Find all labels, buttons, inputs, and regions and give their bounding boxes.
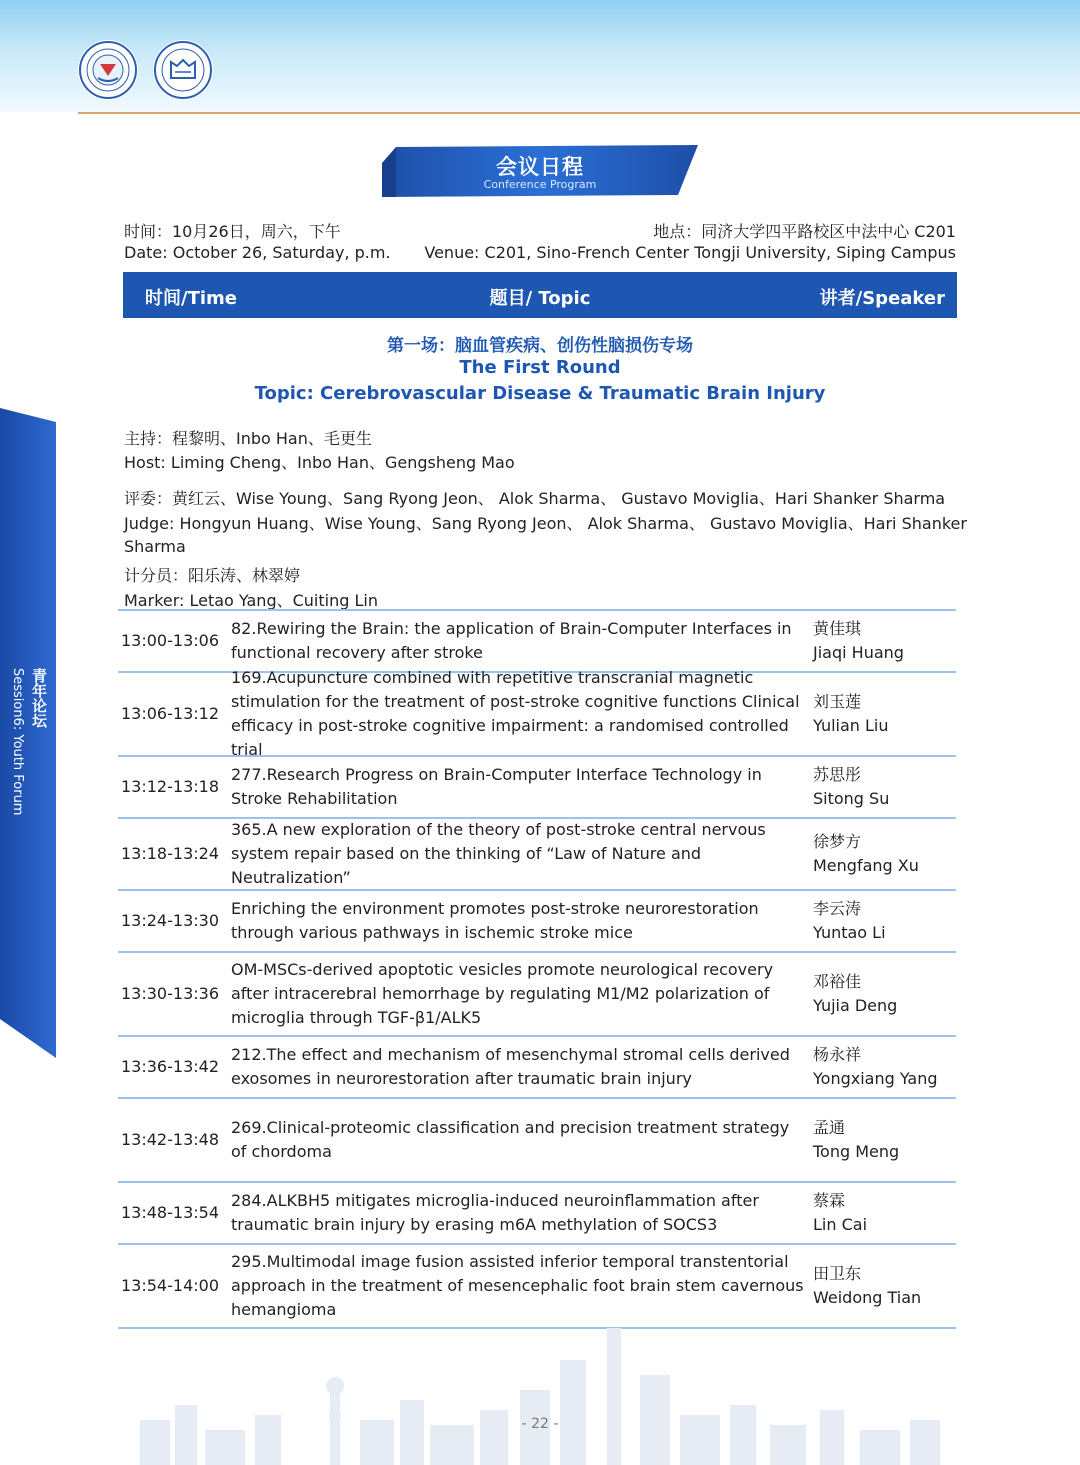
session-topic: 169.Acupuncture combined with repetitive transcranial magnetic stimulation for the treatment of post-stroke cognitive functions Clinical efficacy in post-stroke cognitive impairment: a randomised controlled trial (231, 668, 800, 759)
marker-zh: 计分员：阳乐涛、林翠婷 (124, 566, 301, 585)
conference-program-banner (382, 145, 698, 197)
table-row (118, 1243, 956, 1329)
host-en: Host: Liming Cheng、Inbo Han、Gengsheng Mao (124, 453, 515, 472)
session-speaker (813, 819, 953, 889)
session-time: 13:54-14:00 (121, 1276, 219, 1295)
judge-en-continued: Sharma (124, 537, 186, 556)
speaker-name-en: Sitong Su (813, 789, 890, 808)
speaker-name-zh: 孟通 (813, 1118, 846, 1137)
speaker-name-en: Weidong Tian (813, 1288, 922, 1307)
session-speaker (813, 953, 953, 1035)
session-speaker (813, 1037, 953, 1097)
table-row (118, 1097, 956, 1181)
table-row (118, 817, 956, 889)
meeting-venue-en: Venue: C201, Sino-French Center Tongji University, Siping Campus (424, 243, 956, 262)
session-topic: 295.Multimodal image fusion assisted inferior temporal transtentorial approach in the treatment of mesencephalic foot brain stem cavernous hemangioma (231, 1252, 804, 1319)
program-title-en: Conference Program (483, 178, 597, 191)
speaker-name-zh: 杨永祥 (813, 1045, 862, 1064)
table-row (118, 609, 956, 671)
speaker-name-zh: 李云涛 (813, 899, 862, 918)
session-topic: 284.ALKBH5 mitigates microglia-induced neuroinflammation after traumatic brain injury by erasing m6A methylation of SOCS3 (231, 1191, 759, 1234)
session-time: 13:12-13:18 (121, 777, 219, 796)
session-time: 13:30-13:36 (121, 984, 219, 1003)
table-row (118, 889, 956, 951)
session-topic: 212.The effect and mechanism of mesenchymal stromal cells derived exosomes in neurorestoration after traumatic brain injury (231, 1045, 790, 1088)
table-row (118, 755, 956, 817)
schedule-table-header (123, 272, 957, 318)
page-number: - 22 - (521, 1416, 559, 1432)
session-topic: 365.A new exploration of the theory of post-stroke central nervous system repair based on the thinking of “Law of Nature and Neutralization” (231, 820, 766, 887)
schedule-table (118, 609, 956, 1329)
speaker-name-en: Yujia Deng (813, 996, 898, 1015)
speaker-name-en: Yuntao Li (813, 923, 886, 942)
meeting-time-zh: 时间：10月26日，周六，下午 (124, 222, 341, 241)
session-topic: OM-MSCs-derived apoptotic vesicles promote neurological recovery after intracerebral hemorrhage by regulating M1/M2 polarization of microglia through TGF-β1/ALK5 (231, 960, 774, 1027)
speaker-name-zh: 徐梦方 (813, 832, 862, 851)
round-title-zh: 第一场：脑血管疾病、创伤性脑损伤专场 (387, 336, 693, 356)
session-topic: 277.Research Progress on Brain-Computer Interface Technology in Stroke Rehabilitation (231, 765, 762, 808)
table-row (118, 1035, 956, 1097)
round-title-en: The First Round (459, 357, 621, 378)
session-speaker (813, 611, 953, 671)
session-speaker (813, 1245, 953, 1327)
speaker-name-zh: 邓裕佳 (813, 972, 862, 991)
speaker-name-en: Mengfang Xu (813, 856, 919, 875)
speaker-name-en: Yongxiang Yang (813, 1069, 938, 1088)
table-row (118, 1181, 956, 1243)
society-logo-icon (78, 40, 138, 100)
session-topic: 82.Rewiring the Brain: the application of Brain-Computer Interfaces in functional recovery after stroke (231, 619, 792, 662)
program-title-zh: 会议日程 (496, 155, 584, 179)
meeting-time-en: Date: October 26, Saturday, p.m. (124, 243, 391, 262)
session-time: 13:18-13:24 (121, 844, 219, 863)
side-tab-en: Session6: Youth Forum (10, 668, 25, 816)
round-topic: Topic: Cerebrovascular Disease & Traumatic Brain Injury (254, 383, 826, 404)
session-topic: 269.Clinical-proteomic classification and precision treatment strategy of chordoma (231, 1118, 790, 1161)
host-zh: 主持：程黎明、Inbo Han、毛更生 (124, 429, 372, 448)
session-time: 13:24-13:30 (121, 911, 219, 930)
session-speaker (813, 891, 953, 951)
session-topic: Enriching the environment promotes post-stroke neurorestoration through various pathways in ischemic stroke mice (231, 899, 759, 942)
speaker-name-zh: 黄佳琪 (813, 619, 862, 638)
header-rule (78, 112, 1080, 114)
judge-en: Judge: Hongyun Huang、Wise Young、Sang Ryong Jeon、 Alok Sharma、 Gustavo Moviglia、Hari Shanker (124, 514, 967, 533)
session-side-tab (0, 408, 56, 1058)
table-row (118, 668, 956, 759)
session-speaker (813, 1099, 953, 1181)
session-speaker (813, 757, 953, 817)
table-row (118, 951, 956, 1035)
speaker-name-en: Tong Meng (813, 1142, 900, 1161)
judge-zh: 评委：黄红云、Wise Young、Sang Ryong Jeon、 Alok Sharma、 Gustavo Moviglia、Hari Shanker Sharma (124, 489, 946, 508)
speaker-name-en: Jiaqi Huang (813, 643, 904, 662)
session-time: 13:36-13:42 (121, 1057, 219, 1076)
side-tab-zh: 青年论坛 (30, 668, 48, 728)
header-topic: 题目/ Topic (489, 288, 591, 309)
session-speaker (813, 673, 953, 755)
speaker-name-zh: 刘玉莲 (813, 692, 862, 711)
speaker-name-zh: 蔡霖 (813, 1191, 846, 1210)
session-time: 13:42-13:48 (121, 1130, 219, 1149)
speaker-name-en: Yulian Liu (813, 716, 889, 735)
session-time: 13:48-13:54 (121, 1203, 219, 1222)
session-time: 13:06-13:12 (121, 704, 219, 723)
meeting-venue-zh: 地点：同济大学四平路校区中法中心 C201 (653, 222, 956, 241)
header-speaker: 讲者/Speaker (819, 288, 945, 309)
speaker-name-zh: 田卫东 (813, 1264, 862, 1283)
tongji-university-logo-icon (153, 40, 213, 100)
city-skyline-illustration (0, 1320, 1080, 1465)
speaker-name-zh: 苏思彤 (813, 765, 862, 784)
session-speaker (813, 1183, 953, 1243)
speaker-name-en: Lin Cai (813, 1215, 868, 1234)
header-time: 时间/Time (145, 288, 237, 309)
marker-en: Marker: Letao Yang、Cuiting Lin (124, 591, 378, 610)
session-time: 13:00-13:06 (121, 631, 219, 650)
